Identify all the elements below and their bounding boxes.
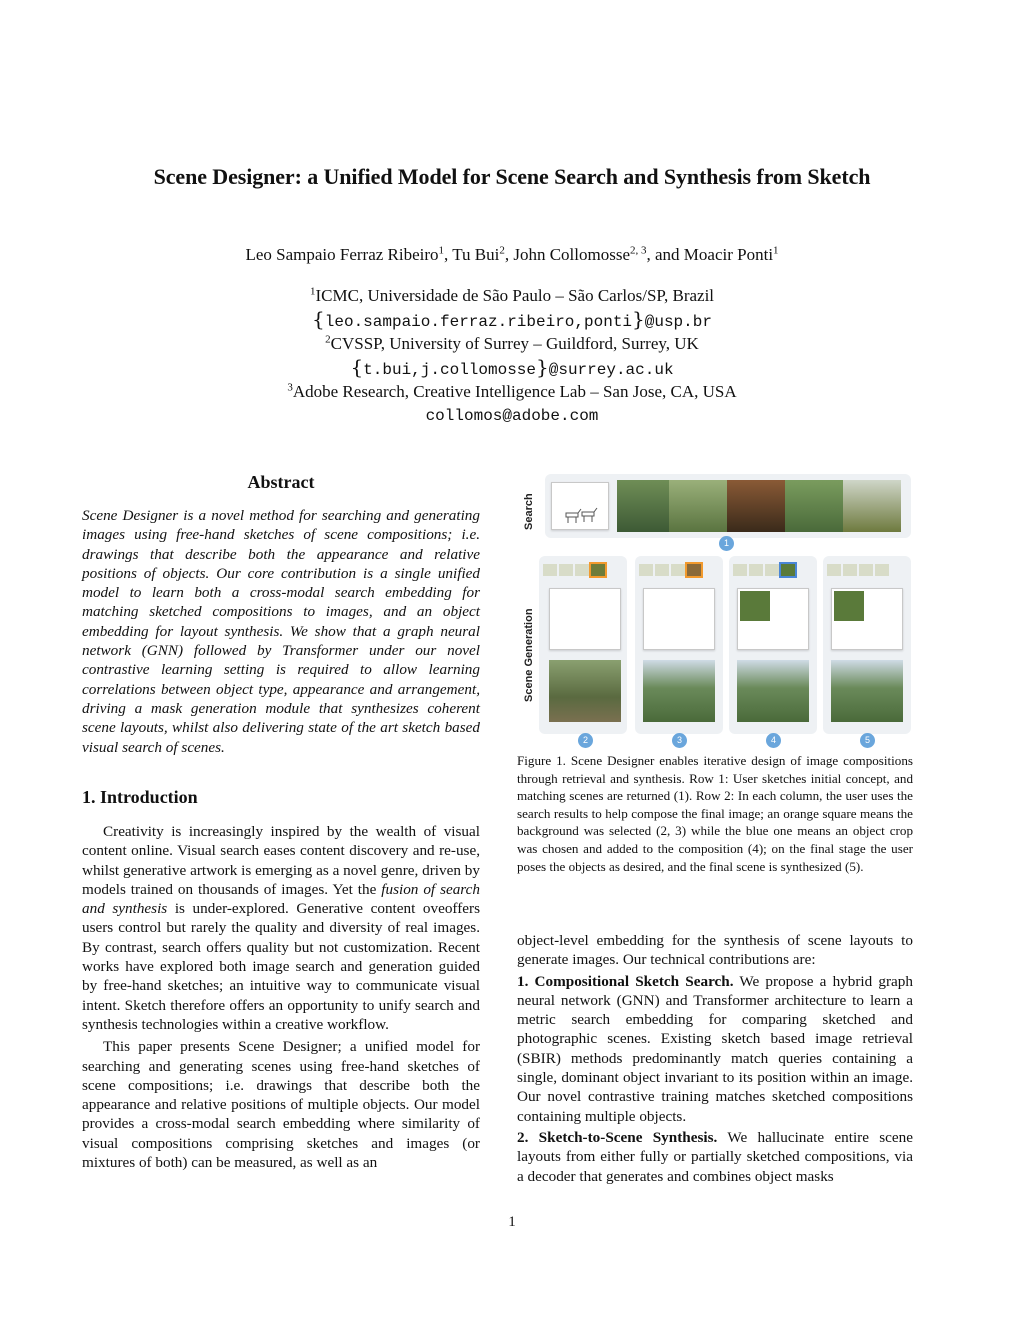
author-sup: 2: [499, 244, 505, 257]
composition-sketch-3[interactable]: [643, 588, 715, 650]
affiliation-text: Adobe Research, Creative Intelligence Lab – San Jose, CA, USA: [292, 382, 737, 401]
thumbnail-strip: [827, 564, 889, 576]
affiliation-text: ICMC, Universidade de São Paulo – São Carlos/SP, Brazil: [315, 286, 715, 305]
paper-title: Scene Designer: a Unified Model for Scene Search and Synthesis from Sketch: [153, 164, 871, 189]
composition-sketch-2[interactable]: [549, 588, 621, 650]
email-domain: @surrey.ac.uk: [548, 360, 674, 379]
step-badge-5: 5: [860, 733, 875, 748]
author-sep: , and: [646, 245, 684, 264]
contribution-1: [517, 972, 913, 1126]
author-name: Tu Bui: [452, 245, 500, 264]
search-result-2[interactable]: [669, 480, 727, 532]
abstract-heading: Abstract: [247, 472, 315, 492]
generation-row-label: Scene Generation: [523, 608, 535, 702]
author-name: John Collomosse: [513, 245, 630, 264]
query-sketch[interactable]: [551, 482, 609, 530]
synthesized-image-2: [549, 660, 621, 722]
thumbnail-strip: [639, 564, 701, 576]
email-1[interactable]: {leo.sampaio.ferraz.ribeiro,ponti}@usp.br: [312, 306, 712, 331]
intro-paragraph-2: This paper presents Scene Designer; a unified model for searching and generating scenes using free-hand sketches of scene compositions; i.e. drawings that describe both the appearance and relative positions of multiple objects. Our model provides a cross-modal search embedding where similarity of visual compositions comprising sketches and images (or mixtures of both) can be measured, as well as an: [82, 1038, 480, 1172]
author-name: Moacir Ponti: [683, 245, 774, 264]
synthesized-image-3: [643, 660, 715, 722]
contributions-intro: object-level embedding for the synthesis of scene layouts to generate images. Our technical contributions are:: [517, 932, 913, 969]
thumbnail-strip: [733, 564, 795, 576]
author-sep: ,: [444, 245, 453, 264]
intro-heading: 1. Introduction: [82, 787, 198, 807]
search-result-1[interactable]: [617, 480, 669, 532]
figure-caption: Figure 1. Scene Designer enables iterative design of image compositions through retrieval and synthesis. Row 1: User sketches initial concept, and matching scenes are returned (1). Row 2: In each column, the user uses the search results to help compose the final image; an orange square means the background was selected (2, 3) while the blue one means an object crop was chosen and added to the composition (4); on the final stage the user poses the objects as desired, and the final scene is synthesized (5).: [517, 753, 913, 874]
composition-sketch-5[interactable]: [831, 588, 903, 650]
thumbnail-strip: [543, 564, 605, 576]
email-2[interactable]: {t.bui,j.collomosse}@surrey.ac.uk: [350, 354, 674, 379]
author-sup: 2, 3: [630, 244, 647, 257]
affiliation-sup: 1: [309, 285, 316, 298]
affiliation-sup: 2: [325, 333, 331, 346]
step-badge-2: 2: [578, 733, 593, 748]
email-domain: @usp.br: [644, 312, 712, 331]
synthesized-image-4: [737, 660, 809, 722]
page-number: 1: [508, 1214, 516, 1230]
step-badge-4: 4: [766, 733, 781, 748]
synthesized-image-5: [831, 660, 903, 722]
affiliation-3: [60, 381, 964, 404]
author-sup: 1: [773, 244, 779, 257]
contribution-heading: 1. Compositional Sketch Search.: [517, 972, 734, 990]
author-name: Leo Sampaio Ferraz Ribeiro: [245, 245, 439, 264]
search-result-3[interactable]: [727, 480, 785, 532]
affiliation-2: [60, 333, 964, 356]
search-result-5[interactable]: [843, 480, 901, 532]
search-row-label: Search: [523, 493, 535, 530]
contribution-2: [517, 1128, 913, 1186]
step-badge-3: 3: [672, 733, 687, 748]
right-column-text: [517, 931, 913, 1188]
step-badge-1: 1: [719, 536, 734, 551]
search-result-4[interactable]: [785, 480, 843, 532]
author-sep: ,: [504, 245, 514, 264]
contribution-text: We propose a hybrid graph neural network (GNN) and Transformer architecture to learn a metric search embedding for comparing sketched and photographic scenes. Existing sketch based image retrieval (SBIR) methods predominantly match queries containing a single, dominant object invariant to its position within an image. Our novel contrastive training matches sketched compositions containing multiple objects.: [517, 972, 913, 1125]
affiliation-sup: 3: [287, 381, 293, 394]
figure-1: [517, 470, 913, 750]
intro-paragraph-1: [82, 822, 480, 1034]
author-list: [60, 245, 964, 265]
affiliation-1: [60, 285, 964, 308]
composition-sketch-4[interactable]: [737, 588, 809, 650]
intro-emphasis: fusion of search and synthesis: [82, 880, 480, 918]
email-3[interactable]: [60, 404, 964, 428]
affiliation-text: CVSSP, University of Surrey – Guildford, Surrey, UK: [330, 334, 699, 353]
affiliations: [60, 285, 964, 427]
intro-text: Creativity is increasingly inspired by the wealth of visual content online. Visual search eases content discovery and re-use, whilst generative artwork is emerging as a novel genre, driven by models trained on thousands of images. Yet the: [82, 823, 480, 898]
intro-section: [82, 822, 480, 1175]
contribution-heading: 2. Sketch-to-Scene Synthesis.: [517, 1128, 718, 1146]
email-users: leo.sampaio.ferraz.ribeiro,ponti: [324, 312, 633, 331]
intro-text: is under-explored. Generative content oveoffers users control but rarely the quality and diversity of real images. By contrast, search offers quality but not customization. Recent works have explored both image search and generation guided by free-hand sketches; an intuitive way to communicate visual intent. Sketch therefore offers an opportunity to unify search and synthesis technologies within a creative workflow.: [82, 900, 480, 1033]
email-users: t.bui,j.collomosse: [363, 360, 536, 379]
author-sup: 1: [438, 244, 445, 257]
zebra-sketch-icon: [552, 483, 610, 531]
email-address: collomos@adobe.com: [425, 406, 599, 425]
abstract-text: Scene Designer is a novel method for searching and generating images using free-hand sketches of scene compositions; i.e. drawings that describe both the appearance and relative positions of objects. Our core contribution is a single unified model to learn both a cross-modal search embedding for matching sketched compositions to images, and an object embedding for layout synthesis. We show that a graph neural network (GNN) followed by Transformer under our novel contrastive learning setting is required to allow learning correlations between object type, appearance and arrangement, driving a mask generation module that synthesizes coherent scene layouts, whilst also delivering state of the art sketch based visual search of scenes.: [82, 507, 480, 756]
contribution-text: We hallucinate entire scene layouts from either fully or partially sketched compositions, via a decoder that generates and combines object masks: [517, 1128, 913, 1185]
